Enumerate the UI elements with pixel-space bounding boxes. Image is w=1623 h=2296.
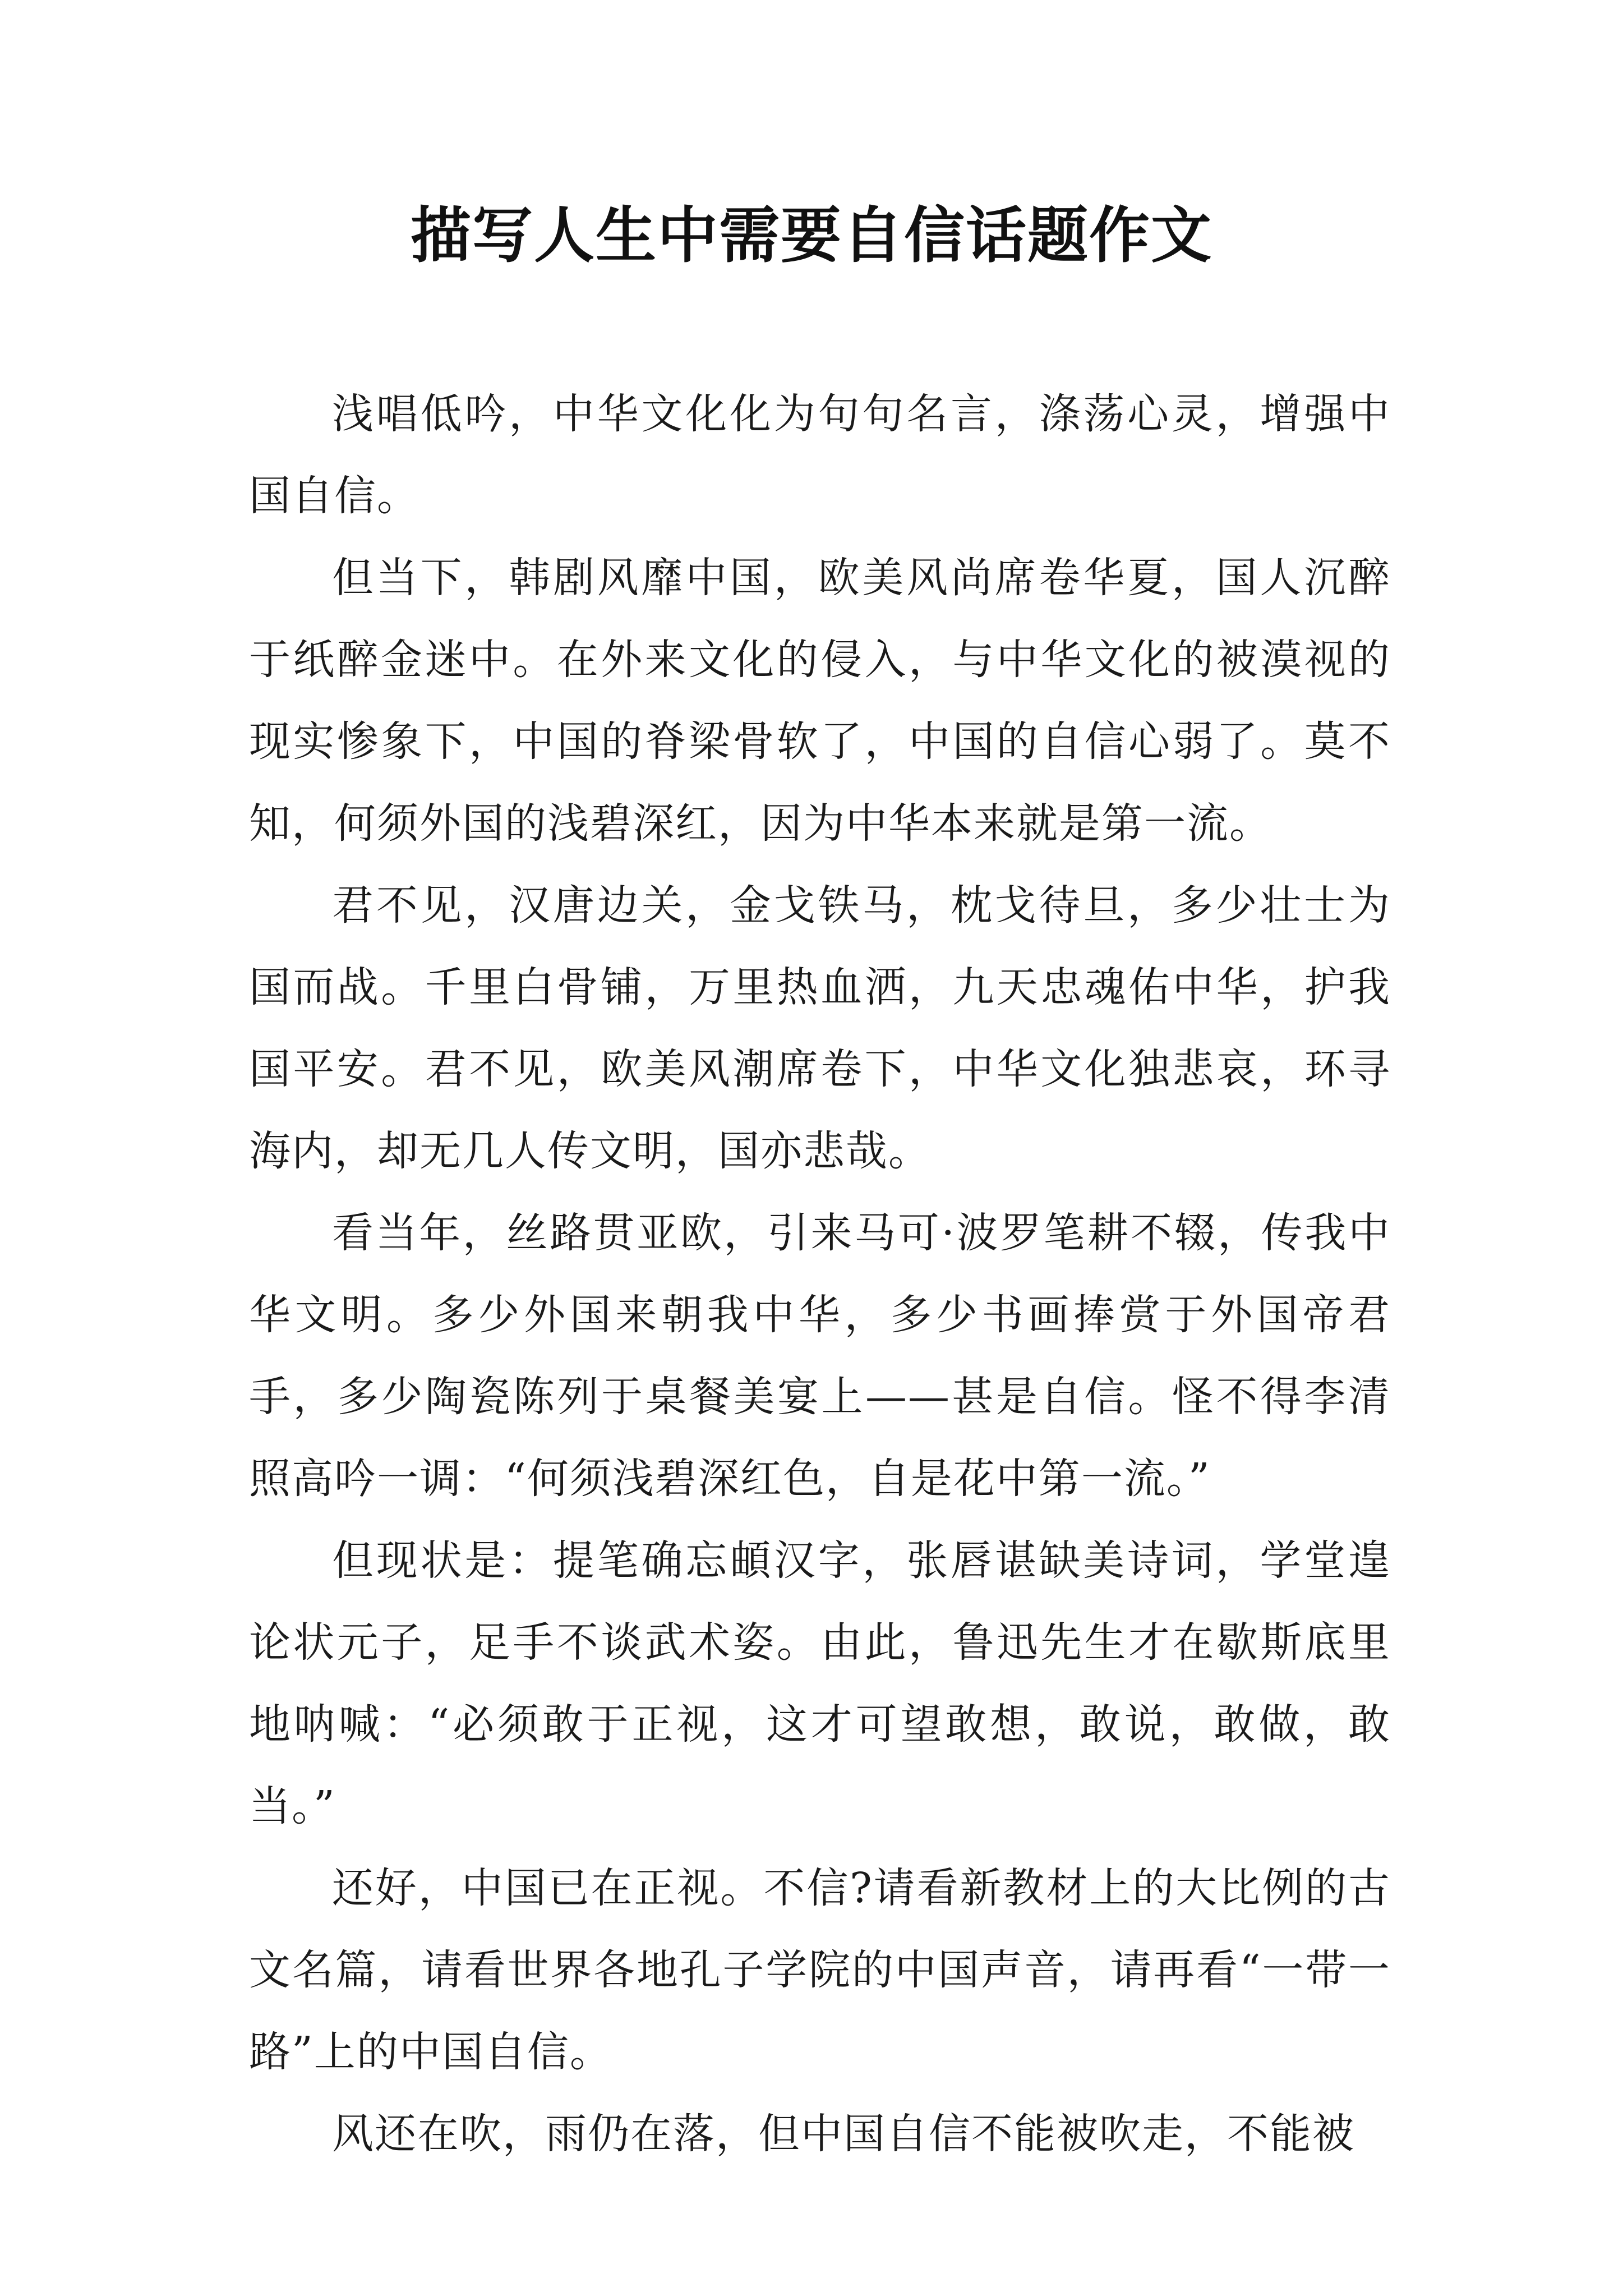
paragraph-4: 看当年，丝路贯亚欧，引来马可·波罗笔耕不辍，传我中华文明。多少外国来朝我中华，多少书画捧赏于外国帝君手，多少陶瓷陈列于桌餐美宴上——甚是自信。怪不得李清照高吟一调：“何须浅碧深红色，自是花中第一流。”	[249, 1209, 1391, 1503]
paragraph-1: 浅唱低吟，中华文化化为句句名言，涤荡心灵，增强中国自信。	[249, 390, 1391, 520]
paragraph-6: 还好，中国已在正视。不信?请看新教材上的大比例的古文名篇，请看世界各地孔子学院的中国声音，请再看“一带一路”上的中国自信。	[249, 1864, 1391, 2076]
paragraph-5: 但现状是：提笔确忘頔汉字，张唇谌缺美诗词，学堂遑论状元子，足手不谈武术姿。由此，鲁迅先生才在歇斯底里地呐喊：“必须敢于正视，这才可望敢想，敢说，敢做，敢当。”	[249, 1536, 1391, 1830]
document-title: 描写人生中需要自信话题作文	[410, 200, 1212, 271]
paragraph-7: 风还在吹，雨仍在落，但中国自信不能被吹走，不能被	[332, 2110, 1355, 2158]
paragraph-2: 但当下，韩剧风靡中国，欧美风尚席卷华夏，国人沉醉于纸醉金迷中。在外来文化的侵入，与中华文化的被漠视的现实惨象下，中国的脊梁骨软了，中国的自信心弱了。莫不知，何须外国的浅碧深红，因为中华本来就是第一流。	[249, 554, 1391, 848]
document-body	[249, 373, 1391, 2175]
paragraph-3: 君不见，汉唐边关，金戈铁马，枕戈待旦，多少壮士为国而战。千里白骨铺，万里热血洒，九天忠魂佑中华，护我国平安。君不见，欧美风潮席卷下，中华文化独悲哀，环寻海内，却无几人传文明，国亦悲哉。	[249, 881, 1391, 1175]
